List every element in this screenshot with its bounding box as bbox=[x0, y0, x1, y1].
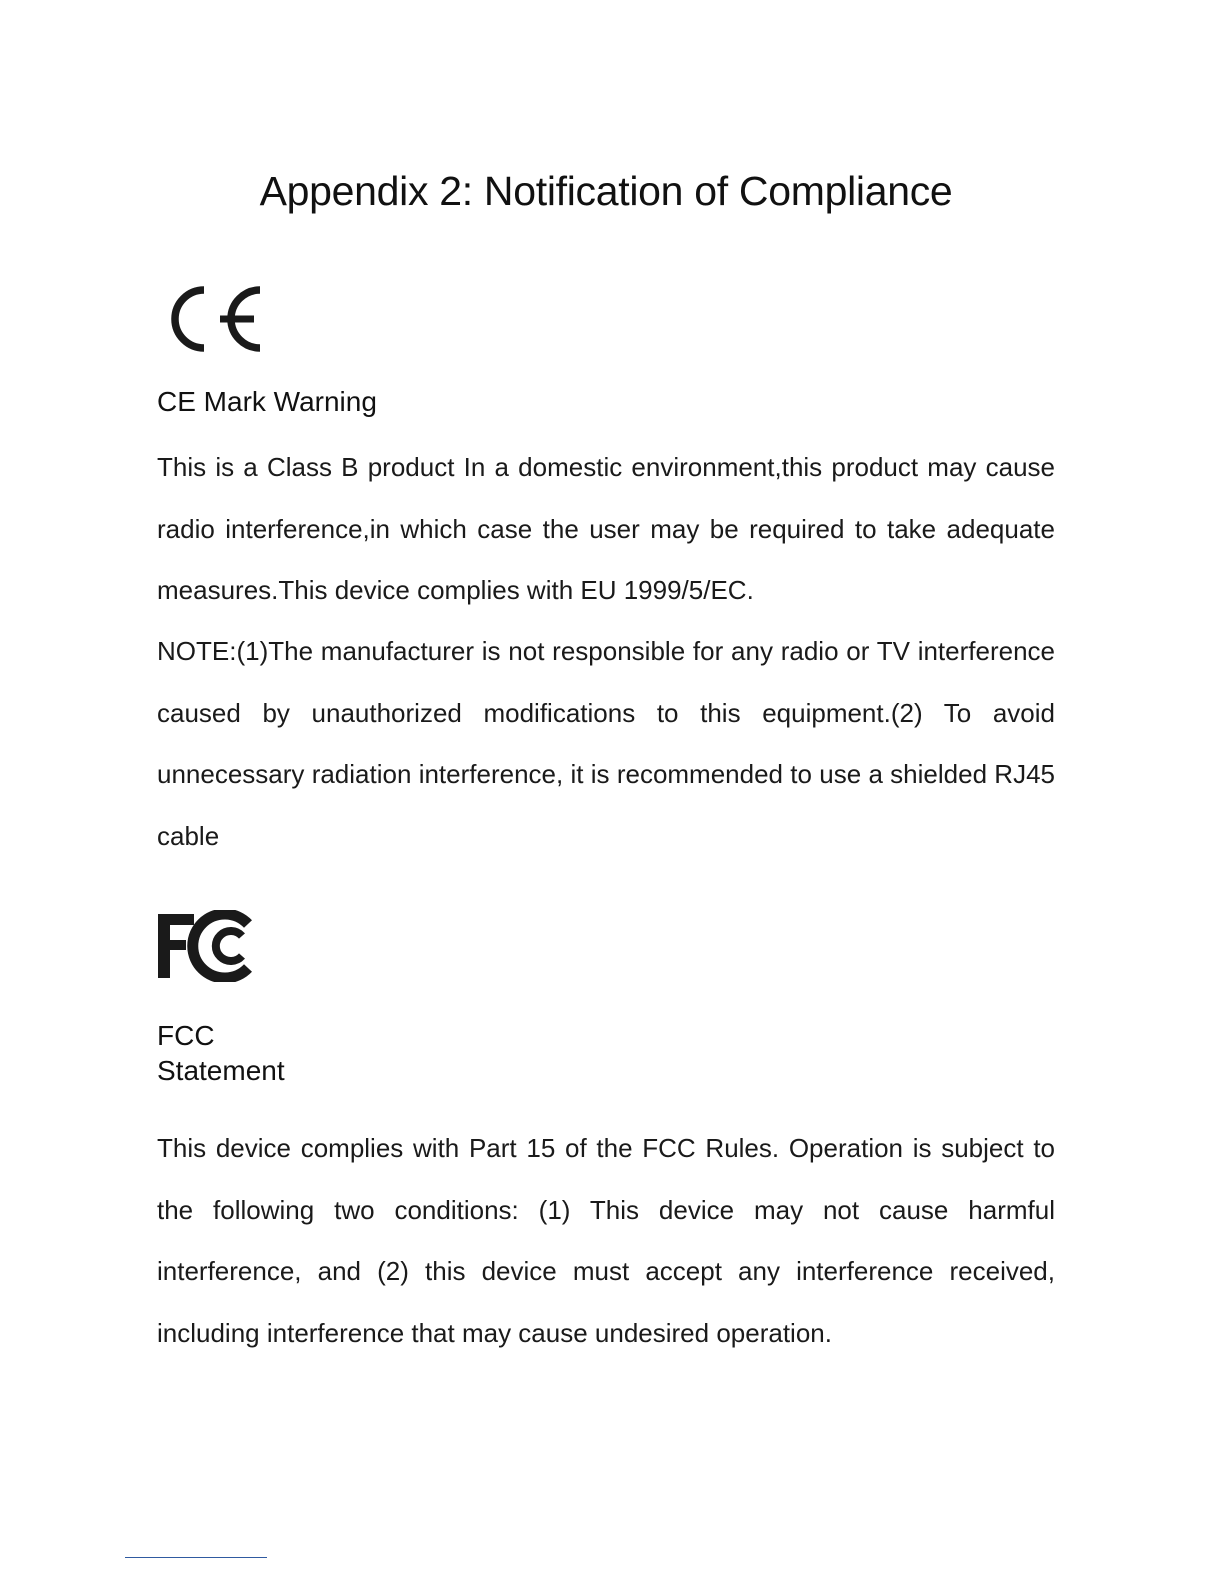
fcc-logo-icon bbox=[158, 910, 254, 982]
ce-note-paragraph: NOTE:(1)The manufacturer is not responsible for any radio or TV interference caused by unauthorized modifications to this equipment.(2) To avoid unnecessary radiation interference, it is recommended to use a shielded RJ45 cable bbox=[157, 636, 1055, 851]
ce-mark-icon bbox=[158, 282, 268, 354]
page-title: Appendix 2: Notification of Compliance bbox=[259, 168, 953, 214]
ce-section-heading: CE Mark Warning bbox=[157, 386, 377, 417]
fcc-section-heading: FCC Statement bbox=[157, 1020, 285, 1086]
fcc-paragraph-1: This device complies with Part 15 of the FCC Rules. Operation is subject to the following two conditions: (1) This device may not cause harmful interference, and (2) this device must accept any interference received, including interference that may cause undesired operation. bbox=[157, 1133, 1055, 1348]
footnote-separator bbox=[125, 1557, 267, 1558]
ce-paragraph-1: This is a Class B product In a domestic environment,this product may cause radio interference,in which case the user may be required to take adequate measures.This device complies with EU 1999/5/EC. bbox=[157, 452, 1055, 605]
